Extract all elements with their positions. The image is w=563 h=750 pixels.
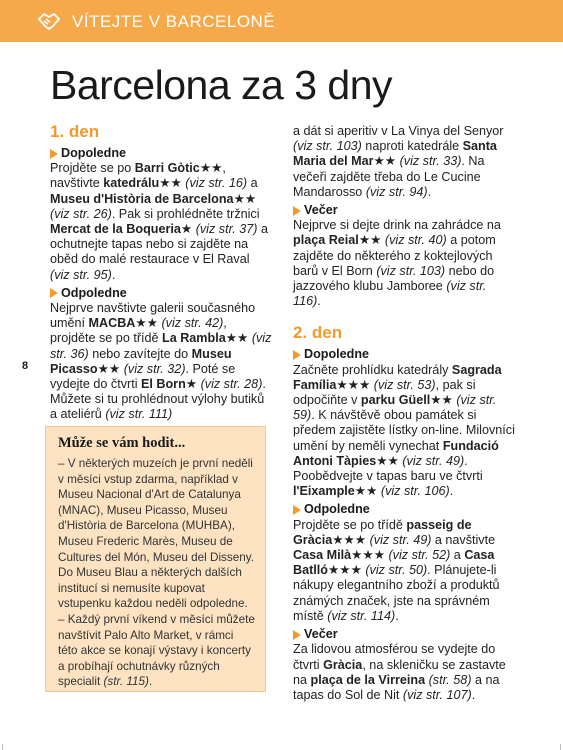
day1-afternoon-text: Nejprve navštivte galerii současného umění MACBA★★ (viz str. 42), projděte se po třídě La Rambla★★ (viz str. 36) nebo zavítejte do Museu Picasso★★ (viz str. 32). Poté se vydejte do čtvrti El Born★ (viz str. 28). Můžete si tu prohlédnout výlohy butiků a ateliérů (viz str. 111) bbox=[50, 301, 272, 422]
day1-afternoon-text-continued: a dát si aperitiv v La Vinya del Senyor (viz str. 103) naproti katedrále Santa Maria del Mar★★ (viz str. 33). Na večeři zajděte třeba do Le Cucine Mandarosso (viz str. 94). bbox=[293, 124, 504, 199]
header-bar bbox=[0, 0, 563, 42]
day1-evening-heading: Večer bbox=[293, 203, 515, 218]
triangle-bullet-icon bbox=[293, 350, 301, 360]
triangle-bullet-icon bbox=[50, 288, 58, 298]
crop-mark bbox=[2, 744, 3, 750]
day1-morning-text: Projděte se po Barri Gòtic★★, navštivte katedrálu★★ (viz str. 16) a Museu d'Història de Barcelona★★ (viz str. 26). Pak si prohlédněte tržnici Mercat de la Boqueria★ (viz str. 37) a ochutnejte tapas nebo si zajděte na oběd do malé restaurace v El Raval (viz str. 95). bbox=[50, 161, 269, 282]
triangle-bullet-icon bbox=[50, 149, 58, 159]
tip-box bbox=[45, 426, 266, 692]
day2-morning-text: Začněte prohlídku katedrály Sagrada Família★★★ (viz str. 53), pak si odpočiňte v parku Güell★★ (viz str. 59). K návštěvě obou památek si předem zajistěte lístky on-line. Milovníci umění by neměli vynechat Fundació Antoni Tàpies★★ (viz str. 49). Poobědvejte v tapas baru ve čtvrti l'Eixample★★ (viz str. 106). bbox=[293, 362, 515, 499]
handshake-icon bbox=[38, 11, 60, 31]
day1-heading: 1. den bbox=[50, 122, 100, 141]
day1-evening-text: Nejprve si dejte drink na zahrádce na plaça Reial★★ (viz str. 40) a potom zajděte do některého z koktejlových barů v El Born (viz str. 103) nebo do jazzového klubu Jamboree (viz str. 116). bbox=[293, 218, 501, 309]
day2-afternoon-heading: Odpoledne bbox=[293, 502, 515, 517]
left-column bbox=[50, 122, 272, 423]
page-number: 8 bbox=[22, 360, 29, 372]
day1-morning-heading: Dopoledne bbox=[50, 146, 272, 161]
day2-heading: 2. den bbox=[293, 323, 343, 343]
tip-box-paragraph: – Každý první víkend v měsíci můžete navštívit Palo Alto Market, v rámci této akce se konají výstavy i koncerty a probíhají ochutnávky různých specialit (str. 115). bbox=[58, 612, 255, 689]
crop-mark bbox=[560, 744, 561, 750]
tip-box-title: Může se vám hodit... bbox=[58, 435, 186, 451]
triangle-bullet-icon bbox=[293, 206, 301, 216]
day1-afternoon-heading: Odpoledne bbox=[50, 286, 272, 301]
day2-morning-heading: Dopoledne bbox=[293, 347, 515, 362]
day2-evening-heading: Večer bbox=[293, 627, 515, 642]
right-column bbox=[293, 124, 515, 703]
day2-evening-text: Za lidovou atmosférou se vydejte do čtvrti Gràcia, na skleničku se zastavte na plaça de la Virreina (str. 58) a na tapas do Sol de Nit (viz str. 107). bbox=[293, 642, 506, 702]
header-title: VÍTEJTE V BARCELONĚ bbox=[72, 12, 276, 31]
page-title: Barcelona za 3 dny bbox=[50, 62, 393, 108]
triangle-bullet-icon bbox=[293, 505, 301, 515]
triangle-bullet-icon bbox=[293, 630, 301, 640]
tip-box-paragraph: – V některých muzeích je první neděli v měsíci vstup zdarma, například v Museu Nacional d'Art de Catalunya (MNAC), Museu Picasso, Museu d'Història de Barcelona (MUHBA), Museu Frederic Marès, Museu de Cultures del Món, Museu del Disseny. Do Museu Blau a některých dalších institucí si nemusíte kupovat vstupenku každou neděli odpoledne. bbox=[58, 457, 254, 611]
day2-afternoon-text: Projděte se po třídě passeig de Gràcia★★★ (viz str. 49) a navštivte Casa Milà★★★ (viz str. 52) a Casa Batlló★★★ (viz str. 50). Plánujete-li nákupy elegantního zboží a produktů známých značek, jste na správném místě (viz str. 114). bbox=[293, 517, 500, 623]
